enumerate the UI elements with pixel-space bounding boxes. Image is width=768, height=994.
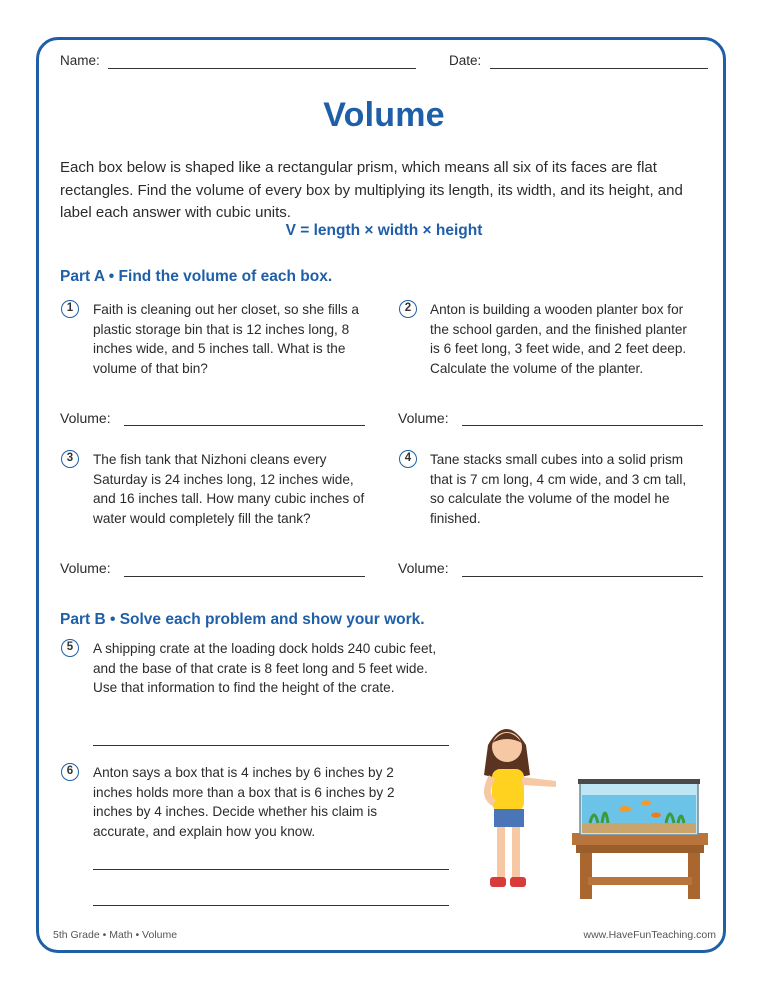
volume-formula: V = length × width × height bbox=[285, 222, 483, 239]
girl-icon bbox=[484, 729, 556, 887]
part-b-heading: Part B • Solve each problem and show your work. bbox=[60, 611, 425, 628]
volume-answer-line-4[interactable] bbox=[462, 576, 703, 577]
volume-label: Volume: bbox=[398, 560, 449, 576]
question-number-badge: 2 bbox=[399, 300, 417, 318]
volume-answer-line-1[interactable] bbox=[124, 425, 365, 426]
work-line-5[interactable] bbox=[93, 745, 449, 746]
wooden-table-icon bbox=[572, 833, 708, 899]
part-a-heading: Part A • Find the volume of each box. bbox=[60, 268, 333, 285]
question-4-text: Tane stacks small cubes into a solid prism that is 7 cm long, 4 cm wide, and 3 cm tall, so calculate the volume of the model he finished. bbox=[430, 452, 687, 526]
girl-pointing-at-fish-tank-illustration bbox=[470, 705, 715, 915]
question-number-badge: 6 bbox=[61, 763, 79, 781]
question-number-badge: 3 bbox=[61, 450, 79, 468]
work-line-6a[interactable] bbox=[93, 869, 449, 870]
name-label: Name: bbox=[60, 53, 100, 68]
volume-label: Volume: bbox=[398, 410, 449, 426]
question-2-text: Anton is building a wooden planter box for the school garden, and the finished planter is 6 feet long, 3 feet wide, and 2 feet deep. Calculate the volume of the planter. bbox=[430, 302, 687, 376]
volume-answer-line-2[interactable] bbox=[462, 425, 703, 426]
question-5-text: A shipping crate at the loading dock holds 240 cubic feet, and the base of that crate is 8 feet long and 5 feet wide. Use that information to find the height of the crate. bbox=[93, 641, 437, 695]
volume-label: Volume: bbox=[60, 410, 111, 426]
question-6-text: Anton says a box that is 4 inches by 6 inches by 2 inches holds more than a box that is 6 inches by 2 inches by 4 inches. Decide whether his claim is accurate, and explain how you know. bbox=[93, 765, 395, 839]
question-number-badge: 4 bbox=[399, 450, 417, 468]
name-answer-line[interactable] bbox=[108, 68, 416, 69]
date-answer-line[interactable] bbox=[490, 68, 708, 69]
page-title: Volume bbox=[323, 96, 445, 134]
question-1-text: Faith is cleaning out her closet, so she fills a plastic storage bin that is 12 inches long, 8 inches wide, and 5 inches tall. What is the volume of that bin? bbox=[93, 302, 359, 376]
volume-label: Volume: bbox=[60, 560, 111, 576]
work-line-6b[interactable] bbox=[93, 905, 449, 906]
question-3-text: The fish tank that Nizhoni cleans every Saturday is 24 inches long, 12 inches wide, and 16 inches tall. How many cubic inches of water would completely fill the tank? bbox=[93, 452, 365, 526]
footer-grade-label: 5th Grade • Math • Volume bbox=[53, 929, 178, 941]
instructions-paragraph: Each box below is shaped like a rectangular prism, which means all six of its faces are flat rectangles. Find the volume of every box by multiplying its length, its width, and its height, and label each answer with cubic units. bbox=[60, 159, 683, 221]
footer-website[interactable]: www.HaveFunTeaching.com bbox=[583, 929, 716, 941]
date-label: Date: bbox=[449, 53, 482, 68]
volume-answer-line-3[interactable] bbox=[124, 576, 365, 577]
fish-tank-icon bbox=[578, 779, 700, 835]
question-number-badge: 1 bbox=[61, 300, 79, 318]
question-number-badge: 5 bbox=[61, 639, 79, 657]
